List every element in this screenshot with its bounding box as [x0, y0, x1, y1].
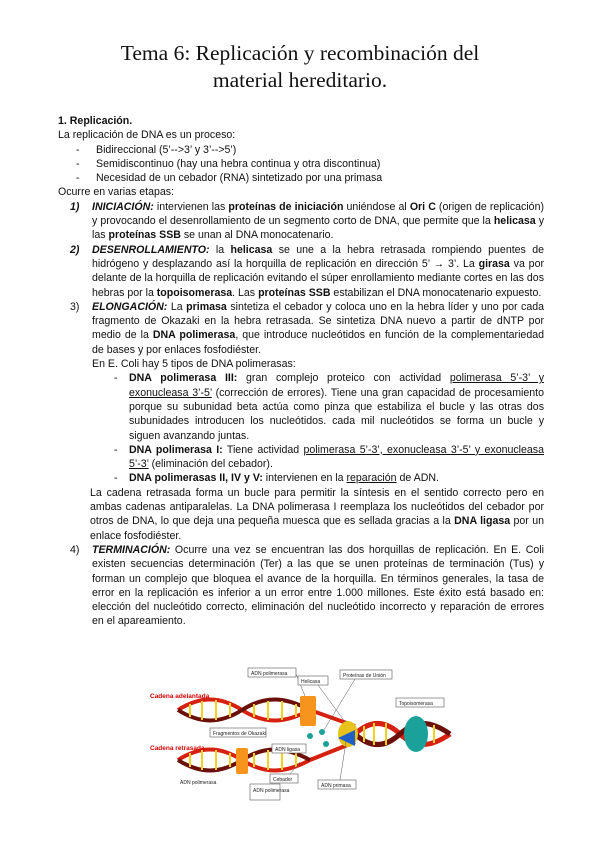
- leading-strand: [178, 700, 355, 727]
- step-elongacion: [70, 300, 544, 357]
- label-cadena-adelantada: Cadena adelantada: [150, 693, 210, 700]
- coli-intro: En E. Coli hay 5 tipos de DNA polimerasas:: [92, 358, 296, 371]
- label-cadena-retrasada: Cadena retrasada: [150, 745, 205, 752]
- step-terminacion: [70, 543, 544, 629]
- section-intro: La replicación de DNA es un proceso:: [58, 129, 236, 142]
- step-iniciacion: [70, 200, 544, 243]
- step-number: 4): [70, 543, 80, 556]
- feature-text: Necesidad de un cebador (RNA) sintetizado por una primasa: [96, 172, 383, 185]
- parental-dna-helix: [355, 723, 450, 745]
- svg-text:ADN polimerasa: ADN polimerasa: [251, 671, 288, 677]
- step-text: TERMINACIÓN: Ocurre una vez se encuentran las dos horquillas de replicación. En E. Coli existen secuencias determinación (Ter) a las que se unen proteínas de terminación (Tus) y forman un complejo que bloquea el avance de la horquilla. En términos generales, la tasa de error en la replicación es inferior a un error entre 1.000 millones. Este éxito está basado en: elección del nucleótido correcto, eliminación del nucleótido incorrecto y reparación de errores en el apareamiento.: [92, 543, 544, 628]
- feature-text: Semidiscontinuo (hay una hebra continua y otra discontinua): [96, 157, 381, 170]
- stages-intro: Ocurre en varias etapas:: [58, 186, 174, 199]
- title-line-2: material hereditario.: [212, 68, 388, 92]
- feature-text: Bidireccional (5’-->3’ y 3’-->5’): [96, 143, 237, 156]
- lagging-strand-paragraph: La cadena retrasada forma un bucle para permitir la síntesis en el sentido correcto pero en ambas cadenas antiparalelas. La DNA polimerasa I reemplaza los nucleótidos del cebador por otros de DNA, lo que deja una pequeña muesca que es sellada gracias a la DNA ligasa por un enlace fosfodiéster.: [90, 486, 544, 542]
- step-name: TERMINACIÓN:: [92, 543, 171, 556]
- step-number: 3): [70, 300, 80, 313]
- polymerase-item-i: - DNA polimerasa I: Tiene actividad polimerasa 5’-3’, exonucleasa 3’-5’ y exonucleasa 5’-3’ (eliminación del cebador).: [114, 443, 544, 471]
- feature-item: - Necesidad de un cebador (RNA) sintetizado por una primasa: [76, 172, 383, 185]
- ssb-protein-shape: [307, 733, 313, 739]
- section-heading: 1. Replicación.: [58, 115, 133, 127]
- page-title: [0, 40, 600, 94]
- label-adn-polimerasa-bottom: [250, 784, 290, 800]
- label-adn-polimerasa-top: [248, 668, 305, 696]
- polymerase-name: DNA polimerasa I:: [129, 443, 223, 456]
- polymerase-item-iii: - DNA polimerasa III: gran complejo proteico con actividad polimerasa 5’-3’ y exonucleasa 3’-5’ (corrección de errores). Tiene una gran capacidad de procesamiento porque su subunidad beta actúa como pinza que estabiliza el bucle y las otras dos subunidades introducen los nucleótidos. cada mil nucleótidos se forma un bucle y siguen avanzando juntas.: [114, 372, 544, 442]
- polymerase-name: DNA polimerasa III:: [129, 372, 238, 385]
- document-body: [58, 114, 544, 629]
- label-topoisomerasa: [396, 698, 444, 707]
- step-desenrollamiento: [70, 243, 544, 300]
- dna-polymerase-lagging-shape: [236, 748, 248, 774]
- feature-item: - Semidiscontinuo (hay una hebra continua y otra discontinua): [76, 157, 381, 170]
- step-name: DESENROLLAMIENTO:: [92, 243, 210, 256]
- step-name: ELONGACIÓN:: [92, 300, 168, 313]
- topoisomerase-shape: [404, 716, 428, 752]
- svg-text:ADN polimerasa: ADN polimerasa: [253, 788, 290, 794]
- step-number: 1): [70, 200, 80, 213]
- svg-text:Helicasa: Helicasa: [301, 679, 321, 685]
- step-text: DESENROLLAMIENTO: la helicasa se une a la hebra retrasada rompiendo puentes de hidrógeno y desplazando así la horquilla de replicación en dirección 5’ → 3’. La girasa va por delante de la horquilla de replicación evitando el súper enrollamiento mediante cortes en las dos hebras por la topoisomerasa. Las proteínas SSB estabilizan el DNA monocatenario expuesto.: [92, 243, 544, 299]
- label-fragmentos-okazaki: [210, 728, 266, 737]
- ssb-protein-shape: [323, 741, 329, 747]
- svg-text:ADN primasa: ADN primasa: [321, 783, 351, 789]
- step-name: INICIACIÓN:: [92, 200, 154, 213]
- polymerase-item-ii-iv-v: - DNA polimerasas II, IV y V: intervienen en la reparación de ADN.: [114, 472, 439, 485]
- svg-text:ADN ligasa: ADN ligasa: [275, 747, 301, 753]
- label-proteinas-union: [324, 670, 392, 730]
- svg-text:Cebador: Cebador: [273, 777, 293, 783]
- step-text: INICIACIÓN: intervienen las proteínas de iniciación uniéndose al Ori C (origen de replicación) y provocando el desenrollamiento de un segmento corto de DNA, que permite que la helicasa y las proteínas SSB se unan al DNA monocatenario.: [92, 200, 544, 242]
- step-text: ELONGACIÓN: La primasa sintetiza el cebador y coloca uno en la hebra líder y uno por cada fragmento de Okazaki en la hebra retrasada. Se sintetiza DNA nuevo a partir de dNTP por medio de la DNA polimerasa, que introduce nucleótidos en función de la complementariedad de bases y por enlaces fosfodiéster.: [92, 300, 545, 356]
- replication-fork-diagram: [150, 662, 460, 828]
- svg-text:Topoisomerasa: Topoisomerasa: [399, 701, 433, 707]
- title-line-1: Tema 6: Replicación y recombinación del: [120, 41, 480, 65]
- label-adn-polimerasa-left: ADN polimerasa: [180, 780, 217, 786]
- polymerase-name: DNA polimerasas II, IV y V:: [129, 472, 263, 485]
- svg-text:Proteínas de Unión: Proteínas de Unión: [343, 673, 386, 679]
- step-number: 2): [70, 243, 80, 256]
- svg-text:Fragmentos de Okazaki: Fragmentos de Okazaki: [213, 731, 267, 737]
- feature-item: - Bidireccional (5’-->3’ y 3’-->5’): [76, 143, 237, 156]
- dna-polymerase-top-shape: [300, 696, 316, 726]
- label-adn-ligasa: [272, 744, 306, 753]
